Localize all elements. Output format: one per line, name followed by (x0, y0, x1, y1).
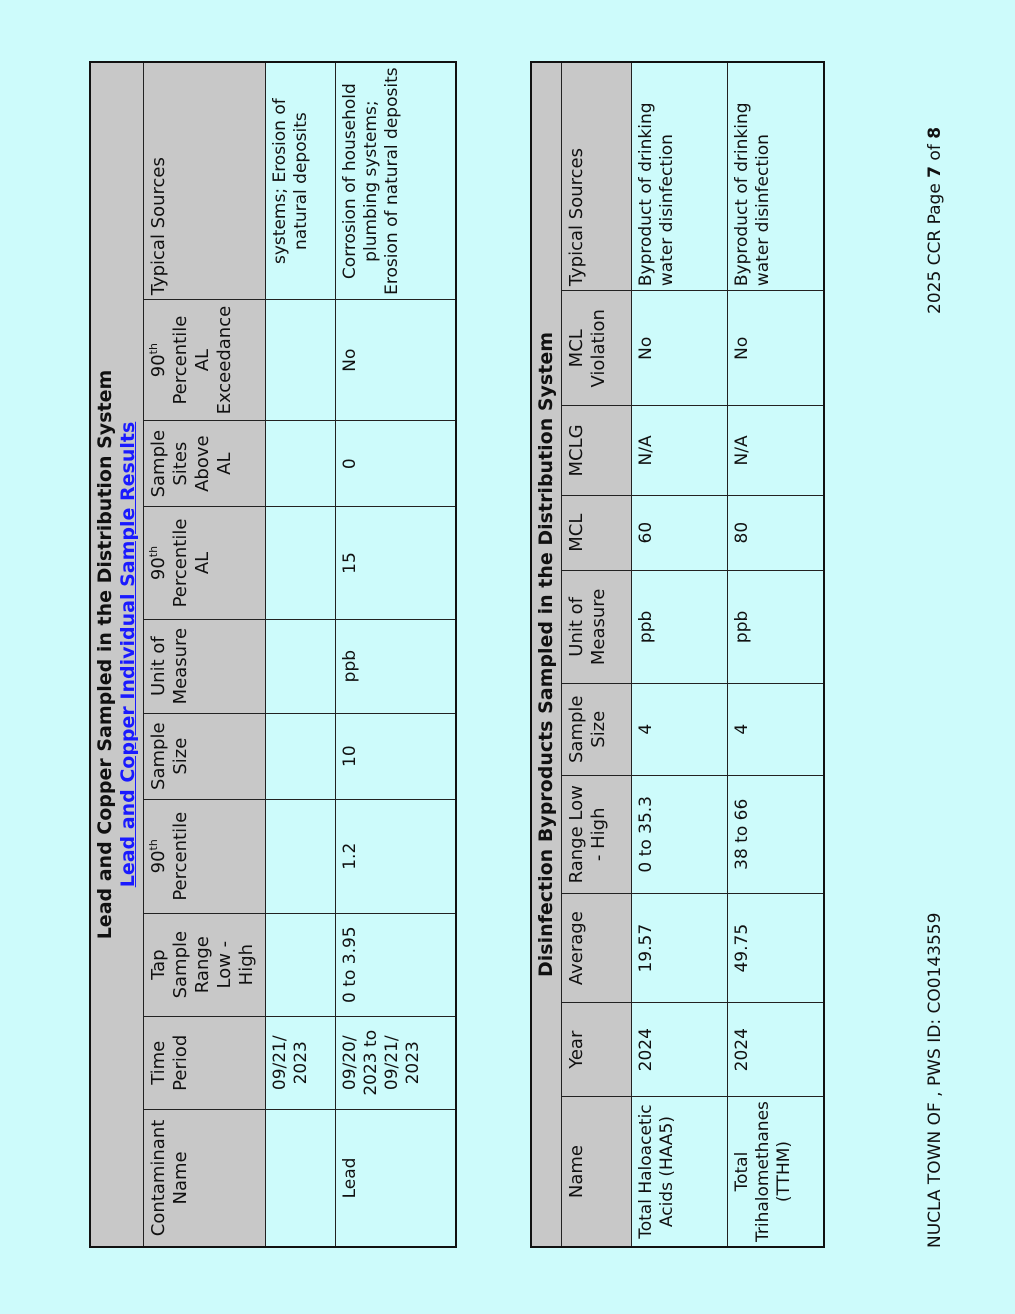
col-header-tap-range: Tap Sample Range Low - High (144, 913, 266, 1016)
lead-copper-title-cell (90, 62, 144, 1247)
lead-copper-title: Lead and Copper Sampled in the Distribution System (94, 369, 116, 940)
col-header-range: Range Low - High (562, 775, 632, 894)
dbp-title-cell (531, 62, 562, 1247)
col-header-contaminant: Contaminant Name (144, 1109, 266, 1247)
table-row: Lead 09/20/ 2023 to 09/21/ 2023 0 to 3.95 1.2 10 ppb 15 0 No Corrosion of household plumbing systems; Erosion of natural deposits (336, 62, 456, 1247)
col-header-sample-size: Sample Size (562, 683, 632, 775)
col-header-unit: Unit of Measure (562, 570, 632, 683)
col-header-sites-above: Sample Sites Above AL (144, 421, 266, 507)
col-header-mclg: MCLG (562, 406, 632, 495)
col-header-90th: 90th Percentile (144, 799, 266, 913)
col-header-exceedance: 90th Percentile AL Exceedance (144, 300, 266, 421)
col-header-time-period: Time Period (144, 1016, 266, 1109)
dbp-table (530, 61, 825, 1248)
table-row: Total Trihalomethanes (TTHM) 2024 49.75 38 to 66 4 ppb 80 N/A No Byproduct of drinking water disinfection (728, 62, 824, 1247)
footer-page-number: 2025 CCR Page 7 of 8 (925, 126, 945, 314)
col-header-sample-size: Sample Size (144, 713, 266, 799)
col-header-unit: Unit of Measure (144, 619, 266, 713)
dbp-title: Disinfection Byproducts Sampled in the Distribution System (535, 331, 557, 978)
col-header-sources: Typical Sources (144, 62, 266, 300)
lead-copper-table (89, 61, 457, 1248)
col-header-name: Name (562, 1097, 632, 1247)
table-row: 09/21/ 2023 systems; Erosion of natural deposits (266, 62, 336, 1247)
individual-results-link[interactable]: Lead and Copper Individual Sample Results (117, 421, 139, 888)
col-header-mcl: MCL (562, 495, 632, 570)
col-header-year: Year (562, 1003, 632, 1097)
col-header-average: Average (562, 894, 632, 1003)
col-header-90th-al: 90th Percentile AL (144, 507, 266, 619)
table-row: Total Haloacetic Acids (HAA5) 2024 19.57 0 to 35.3 4 ppb 60 N/A No Byproduct of drinking water disinfection (632, 62, 728, 1247)
col-header-mcl-violation: MCL Violation (562, 291, 632, 406)
footer-pws-id: NUCLA TOWN OF , PWS ID: CO0143559 (925, 912, 945, 1248)
col-header-sources: Typical Sources (562, 62, 632, 291)
